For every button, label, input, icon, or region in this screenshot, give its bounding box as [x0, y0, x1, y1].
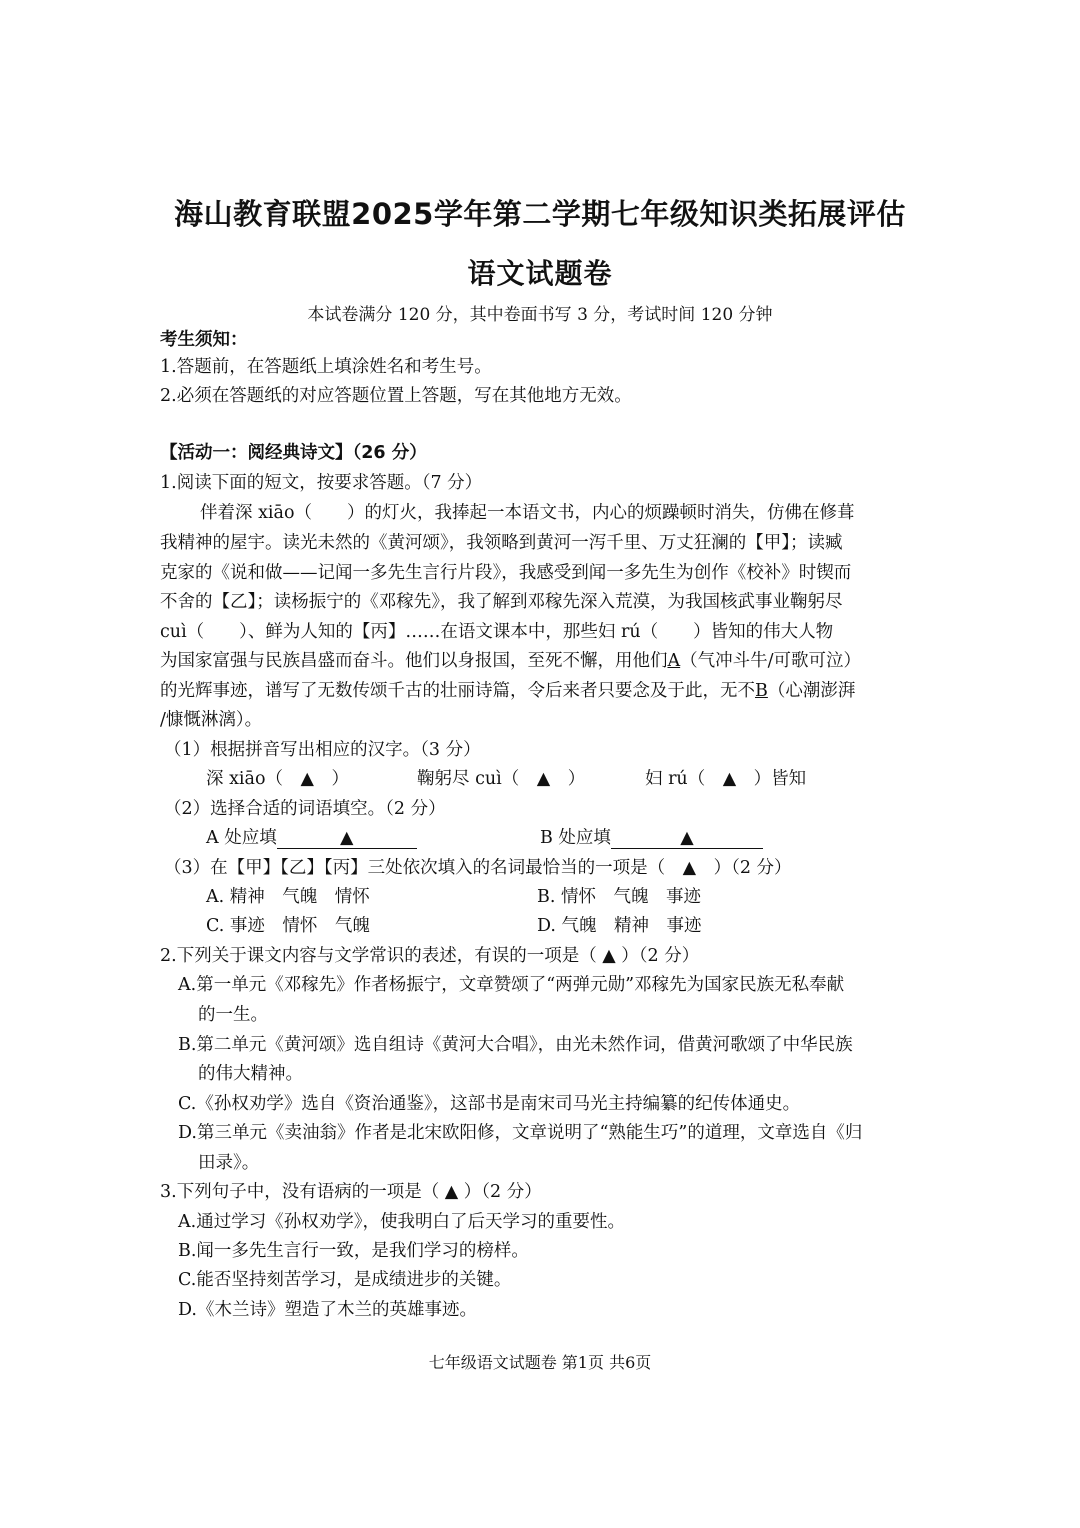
fill-blank-b	[540, 826, 763, 850]
blank-label: B 处应填	[540, 828, 611, 848]
option: D.《木兰诗》塑造了木兰的英雄事迹。	[178, 1300, 477, 1320]
question-stem: 1.阅读下面的短文，按要求答题。（7 分）	[160, 473, 483, 493]
option: A.第一单元《邓稼先》作者杨振宁，文章赞颂了“两弹元勋”邓稼先为国家民族无私奉献	[178, 975, 845, 995]
subquestion-stem: （1）根据拼音写出相应的汉字。（3 分）	[164, 740, 481, 760]
section-heading: 【活动一：阅经典诗文】（26 分）	[160, 443, 427, 463]
answer-blank: ▲	[611, 828, 763, 849]
question-stem: 3.下列句子中，没有语病的一项是（ ▲ ）（2 分）	[160, 1182, 542, 1202]
question-stem: 2.下列关于课文内容与文学常识的表述，有误的一项是（ ▲ ）（2 分）	[160, 946, 700, 966]
notice-heading: 考生须知：	[160, 330, 248, 350]
answer-blank: ▲	[277, 828, 417, 849]
blank-mark-b: B	[755, 681, 768, 701]
option: B. 情怀 气魄 事迹	[537, 887, 701, 907]
subquestion-stem: （2）选择合适的词语填空。（2 分）	[164, 799, 446, 819]
passage-line: 我精神的屋宇。读光未然的《黄河颂》，我领略到黄河一泻千里、万丈狂澜的【甲】；读臧	[160, 533, 843, 553]
option: D.第三单元《卖油翁》作者是北宋欧阳修，文章说明了“熟能生巧”的道理，文章选自《归	[178, 1123, 863, 1143]
option: C. 事迹 情怀 气魄	[206, 916, 370, 936]
passage-line: cuì（ ）、鲜为人知的【丙】……在语文课本中，那些妇 rú（ ）皆知的伟大人物	[160, 622, 834, 642]
exam-title: 海山教育联盟2025学年第二学期七年级知识类拓展评估	[174, 197, 906, 231]
option: B.闻一多先生言行一致，是我们学习的榜样。	[178, 1241, 529, 1261]
passage-text: 为国家富强与民族昌盛而奋斗。他们以身报国，至死不懈，用他们	[160, 651, 668, 671]
pinyin-item: 深 xiāo（ ▲ ）	[206, 769, 349, 789]
passage-line	[160, 649, 861, 673]
passage-line: /慷慨淋漓）。	[160, 710, 263, 730]
option-continuation: 的伟大精神。	[198, 1064, 303, 1084]
passage-text: 的光辉事迹，谱写了无数传颂千古的壮丽诗篇，令后来者只要念及于此，无不	[160, 681, 755, 701]
passage-text: （气冲斗牛/可歌可泣）	[680, 651, 862, 671]
pinyin-item: 鞠躬尽 cuì（ ▲ ）	[417, 769, 586, 789]
option: A. 精神 气魄 情怀	[206, 887, 370, 907]
exam-subtitle: 语文试题卷	[467, 257, 613, 290]
blank-mark-a: A	[667, 651, 681, 671]
score-info: 本试卷满分 120 分，其中卷面书写 3 分，考试时间 120 分钟	[307, 305, 773, 325]
passage-line	[160, 679, 855, 703]
notice-item: 1.答题前，在答题纸上填涂姓名和考生号。	[160, 357, 492, 377]
passage-line: 伴着深 xiāo（ ）的灯火，我捧起一本语文书，内心的烦躁顿时消失，仿佛在修葺	[200, 503, 855, 523]
fill-blank-a	[206, 826, 417, 850]
option: D. 气魄 精神 事迹	[537, 916, 702, 936]
pinyin-item: 妇 rú（ ▲ ）皆知	[645, 769, 807, 789]
passage-line: 克家的《说和做——记闻一多先生言行片段》，我感受到闻一多先生为创作《校补》时锲而	[160, 563, 852, 583]
subquestion-stem: （3）在【甲】【乙】【丙】三处依次填入的名词最恰当的一项是（ ▲ ）（2 分）	[164, 858, 792, 878]
option: C.能否坚持刻苦学习，是成绩进步的关键。	[178, 1270, 512, 1290]
blank-label: A 处应填	[206, 828, 277, 848]
option: A.通过学习《孙权劝学》，使我明白了后天学习的重要性。	[178, 1212, 625, 1232]
passage-line: 不舍的【乙】；读杨振宁的《邓稼先》，我了解到邓稼先深入荒漠，为我国核武事业鞠躬尽	[160, 592, 843, 612]
passage-text: （心潮澎湃	[767, 681, 856, 701]
page-footer: 七年级语文试题卷 第1页 共6页	[428, 1353, 652, 1372]
option-continuation: 田录》。	[198, 1153, 260, 1173]
notice-item: 2.必须在答题纸的对应答题位置上答题，写在其他地方无效。	[160, 386, 632, 406]
option: C.《孙权劝学》选自《资治通鉴》，这部书是南宋司马光主持编纂的纪传体通史。	[178, 1094, 801, 1114]
option: B.第二单元《黄河颂》选自组诗《黄河大合唱》，由光未然作词，借黄河歌颂了中华民族	[178, 1035, 853, 1055]
option-continuation: 的一生。	[198, 1005, 268, 1025]
